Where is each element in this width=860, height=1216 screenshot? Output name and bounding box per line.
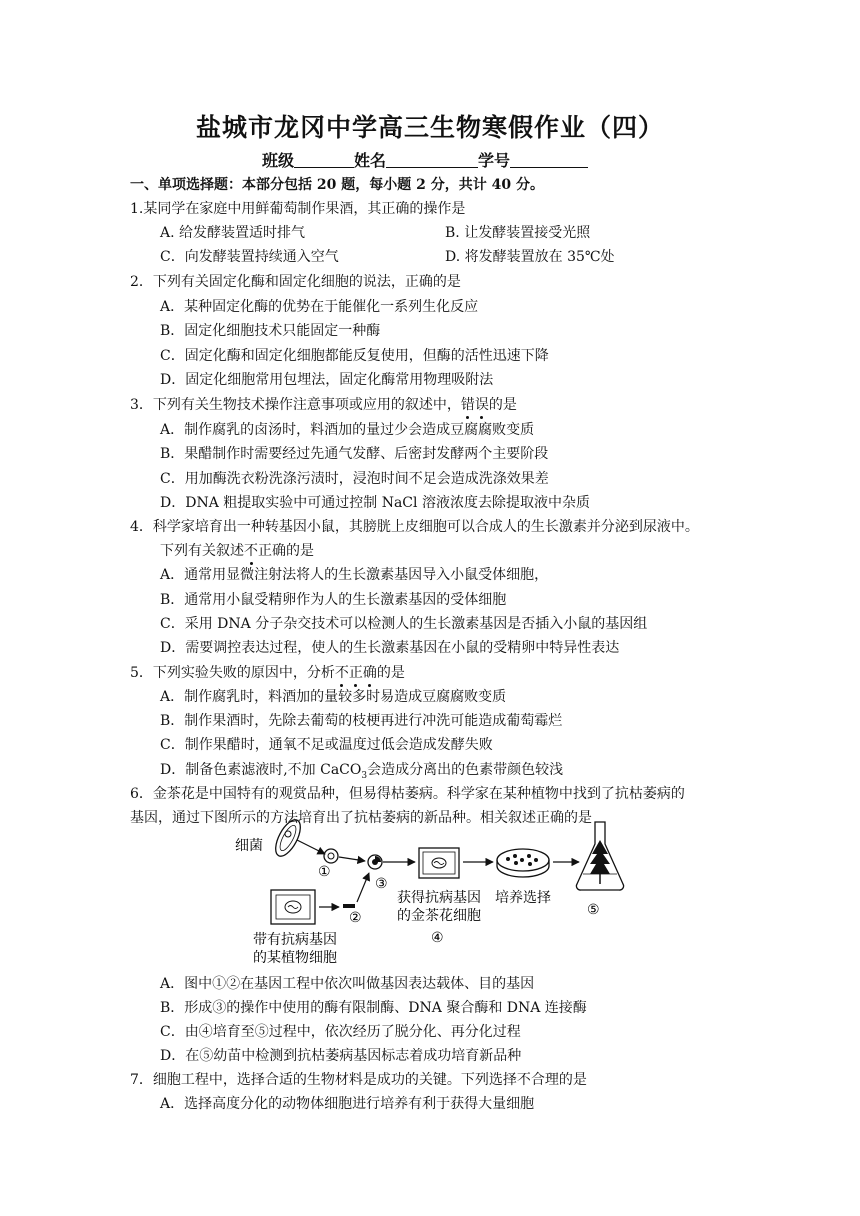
q4-stem-line2 xyxy=(160,541,314,561)
q4-stem-tail: 正确的是 xyxy=(258,543,314,559)
q6-option-d: D．在⑤幼苗中检测到抗枯萎病基因标志着成功培育新品种 xyxy=(160,1048,522,1064)
q5-stem-tail: 的是 xyxy=(376,665,405,681)
q5-stem xyxy=(130,663,405,683)
name-label: 姓名 xyxy=(354,151,387,170)
camellia-cell-icon xyxy=(419,848,459,878)
id-label: 学号 xyxy=(478,151,511,170)
q3-stem-tail: 的是 xyxy=(488,397,517,413)
gene-fragment-icon xyxy=(343,904,355,908)
q3-option-b: B．果醋制作时需要经过先通气发酵、后密封发酵两个主要阶段 xyxy=(160,446,549,462)
q4-stem: 4．科学家培育出一种转基因小鼠，其膀胱上皮细胞可以合成人的生长激素并分泌到尿液中。 xyxy=(130,519,699,535)
q3-option-c: C．用加酶洗衣粉洗涤污渍时，浸泡时间不足会造成洗涤效果差 xyxy=(160,471,549,487)
q6-stem-line2: 基因，通过下图所示的方法培育出了抗枯萎病的新品种。相关叙述正确的是 xyxy=(130,810,592,826)
plasmid-icon xyxy=(324,849,338,863)
flask-seedling-icon xyxy=(576,822,623,890)
q3-option-a: A．制作腐乳的卤汤时，料酒加的量过少会造成豆腐腐败变质 xyxy=(160,422,535,438)
label-4: ④ xyxy=(431,930,444,946)
q7-stem: 7．细胞工程中，选择合适的生物材料是成功的关键。下列选择不合理的是 xyxy=(130,1072,587,1088)
q5-option-d-text: D．制备色素滤液时,不加 CaCO xyxy=(160,762,362,778)
camellia-label-line1: 获得抗病基因 xyxy=(397,890,481,906)
q2-option-a: A．某种固定化酶的优势在于能催化一系列生化反应 xyxy=(160,299,479,315)
q6-stem: 6．金茶花是中国特有的观赏品种，但易得枯萎病。科学家在某种植物中找到了抗枯萎病的 xyxy=(130,786,685,802)
q5-option-b: B．制作果酒时，先除去葡萄的枝梗再进行冲洗可能造成葡萄霉烂 xyxy=(160,713,563,729)
q5-emphasis: 确 xyxy=(362,665,377,681)
q5-option-d xyxy=(160,760,563,786)
plant-cell-icon xyxy=(271,890,315,924)
q4-option-b: B．通常用小鼠受精卵作为人的生长激素基因的受体细胞 xyxy=(160,592,507,608)
q5-emphasis: 正 xyxy=(348,665,363,681)
q4-emphasis: 不 xyxy=(244,543,258,559)
q5-option-d-subscript: 3 xyxy=(361,770,368,781)
q2-stem: 2．下列有关固定化酶和固定化细胞的说法，正确的是 xyxy=(130,274,461,290)
label-2: ② xyxy=(349,910,362,926)
name-blank[interactable] xyxy=(386,151,478,168)
q1-option-d: D. 将发酵装置放在 35℃处 xyxy=(445,249,615,265)
q3-option-d: D．DNA 粗提取实验中可通过控制 NaCl 溶液浓度去除提取液中杂质 xyxy=(160,495,590,511)
q1-option-c: C．向发酵装置持续通入空气 xyxy=(160,249,339,265)
q4-option-c: C．采用 DNA 分子杂交技术可以检测人的生长激素基因是否插入小鼠的基因组 xyxy=(160,616,648,632)
q6-option-c: C．由④培育至⑤过程中，依次经历了脱分化、再分化过程 xyxy=(160,1024,521,1040)
q5-option-c: C．制作果醋时，通氧不足或温度过低会造成发酵失败 xyxy=(160,737,493,753)
q5-stem-text: 5．下列实验失败的原因中，分析 xyxy=(130,665,335,681)
bacteria-label: 细菌 xyxy=(235,838,263,854)
q2-option-c: C．固定化酶和固定化细胞都能反复使用，但酶的活性迅速下降 xyxy=(160,348,549,364)
class-label: 班级 xyxy=(262,151,295,170)
q3-emphasis: 错 xyxy=(460,397,475,413)
petri-dish-icon xyxy=(497,849,549,877)
q4-stem-text: 下列有关叙述 xyxy=(160,543,244,559)
plant-cell-label-line2: 的某植物细胞 xyxy=(253,950,337,966)
id-blank[interactable] xyxy=(510,151,588,168)
q2-option-b: B．固定化细胞技术只能固定一种酶 xyxy=(160,323,381,339)
q4-option-a: A．通常用显微注射法将人的生长激素基因导入小鼠受体细胞， xyxy=(160,567,549,583)
q5-emphasis: 不 xyxy=(334,665,349,681)
page-title: 盐城市龙冈中学高三生物寒假作业（四） xyxy=(195,113,664,142)
q3-stem-text: 3．下列有关生物技术操作注意事项或应用的叙述中， xyxy=(130,397,461,413)
q5-option-a: A．制作腐乳时，料酒加的量较多时易造成豆腐腐败变质 xyxy=(160,689,507,705)
q2-option-d: D．固定化细胞常用包埋法，固定化酶常用物理吸附法 xyxy=(160,372,494,388)
q3-stem xyxy=(130,395,517,415)
q1-option-b: B. 让发酵装置接受光照 xyxy=(445,225,591,241)
culture-label: 培养选择 xyxy=(495,890,551,906)
q6-option-b: B．形成③的操作中使用的酶有限制酶、DNA 聚合酶和 DNA 连接酶 xyxy=(160,1000,587,1016)
label-5: ⑤ xyxy=(587,902,600,918)
q5-option-d-tail: 会造成分离出的色素带颜色较浅 xyxy=(367,762,564,778)
q1-option-a: A. 给发酵装置适时排气 xyxy=(160,225,306,241)
recombinant-plasmid-icon xyxy=(368,855,382,869)
label-3: ③ xyxy=(375,876,388,892)
genetic-engineering-diagram xyxy=(225,818,625,966)
class-blank[interactable] xyxy=(294,151,354,168)
camellia-label-line2: 的金茶花细胞 xyxy=(397,908,481,924)
bacteria-icon xyxy=(271,818,306,860)
q4-option-d: D．需要调控表达过程，使人的生长激素基因在小鼠的受精卵中特异性表达 xyxy=(160,640,620,656)
student-info-line xyxy=(262,148,588,171)
plant-cell-label-line1: 带有抗病基因 xyxy=(253,932,337,948)
q6-option-a: A．图中①②在基因工程中依次叫做基因表达载体、目的基因 xyxy=(160,976,535,992)
label-1: ① xyxy=(318,864,331,880)
q1-stem: 1.某同学在家庭中用鲜葡萄制作果酒，其正确的操作是 xyxy=(130,201,466,217)
q3-emphasis: 误 xyxy=(474,397,489,413)
q7-option-a: A．选择高度分化的动物体细胞进行培养有利于获得大量细胞 xyxy=(160,1096,535,1112)
section-heading: 一、单项选择题：本部分包括 20 题，每小题 2 分，共计 40 分。 xyxy=(130,177,544,193)
